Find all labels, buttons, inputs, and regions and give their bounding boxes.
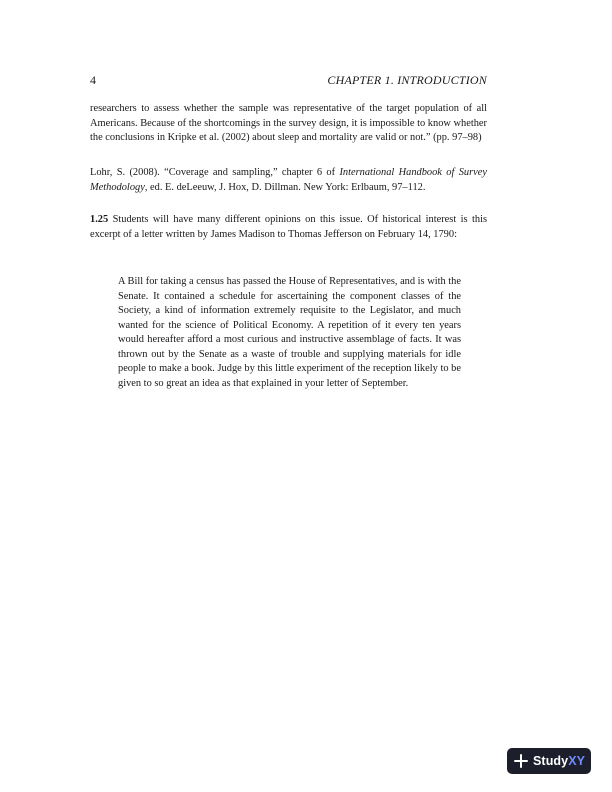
paragraph-quote-continuation: researchers to assess whether the sample was representative of the target population of all Americans. Because of the shortcomings in the survey design, it is impossible to know whether the conclusions in Kripke et al. (2002) about sleep and mortality are valid or not.” (pp. 97–98) [90, 103, 487, 143]
watermark-brand [533, 754, 585, 768]
plus-icon [514, 754, 528, 768]
studyxy-watermark-badge [507, 748, 591, 774]
paragraph-problem-answer [90, 213, 487, 242]
page-number: 4 [90, 73, 96, 87]
problem-answer-text: Students will have many different opinions on this issue. Of historical interest is this excerpt of a letter written by James Madison to Thomas Jefferson on February 14, 1790: [90, 214, 487, 240]
reference-text-end: , ed. E. deLeeuw, J. Hox, D. Dillman. New York: Erlbaum, 97–112. [144, 181, 426, 193]
reference-book-title: International Handbook of Survey Methodology [90, 167, 487, 193]
reference-text-start: Lohr, S. (2008). “Coverage and sampling,” chapter 6 of [90, 167, 340, 178]
watermark-brand-study: Study [533, 754, 569, 768]
paragraph-reference [90, 166, 487, 195]
chapter-title: CHAPTER 1. INTRODUCTION [327, 73, 487, 87]
madison-letter-quote: A Bill for taking a census has passed the House of Representatives, and is with the Senate. It contained a schedule for ascertaining the component classes of the Society, a kind of information extremely requisite to the Legislator, and much wanted for the science of Political Economy. A repetition of it every ten years would hereafter afford a most curious and instructive assemblage of facts. It was thrown out by the Senate as a waste of trouble and supplying materials for idle people to make a book. Judge by this little experiment of the reception likely to be given to so great an idea as that explained in your letter of September. [118, 276, 461, 389]
running-head [90, 73, 487, 89]
problem-number: 1.25 [90, 214, 109, 225]
watermark-brand-xy: XY [568, 754, 586, 768]
